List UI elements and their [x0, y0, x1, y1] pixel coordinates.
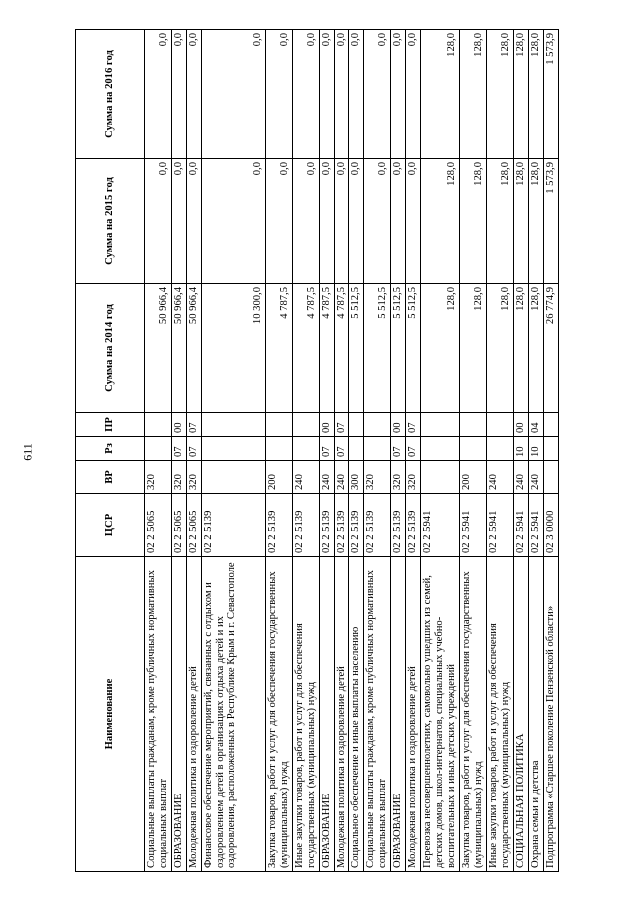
cell-sum-2015: 1 573,9 [543, 159, 558, 284]
cell-vr: 320 [172, 461, 187, 494]
cell-rz [460, 437, 487, 461]
cell-csr: 02 2 5941 [514, 494, 529, 557]
header-row [76, 30, 145, 872]
cell-sum-2016: 128,0 [514, 30, 529, 159]
cell-csr: 02 2 5941 [421, 494, 460, 557]
cell-sum-2016: 128,0 [487, 30, 514, 159]
cell-csr: 02 2 5941 [487, 494, 514, 557]
cell-rz [543, 437, 558, 461]
cell-csr: 02 2 5065 [145, 494, 172, 557]
cell-csr: 02 2 5139 [349, 494, 364, 557]
cell-sum-2016: 128,0 [421, 30, 460, 159]
cell-sum-2015: 0,0 [364, 159, 391, 284]
cell-sum-2016: 0,0 [145, 30, 172, 159]
table-row [201, 30, 265, 872]
cell-pr: 07 [334, 413, 349, 437]
cell-pr: 07 [406, 413, 421, 437]
cell-sum-2015: 128,0 [528, 159, 543, 284]
cell-vr: 240 [528, 461, 543, 494]
cell-name: Иные закупки товаров, работ и услуг для обеспечения государственных (муниципальных) нужд [292, 557, 319, 872]
table-row [391, 30, 406, 872]
table-row [514, 30, 529, 872]
cell-name: Закупка товаров, работ и услуг для обеспечения государственных (муниципальных) нужд [460, 557, 487, 872]
cell-sum-2016: 128,0 [460, 30, 487, 159]
cell-pr [145, 413, 172, 437]
cell-vr: 320 [145, 461, 172, 494]
table-row [487, 30, 514, 872]
cell-rz [349, 437, 364, 461]
cell-sum-2014: 5 512,5 [406, 284, 421, 413]
cell-rz [487, 437, 514, 461]
cell-sum-2015: 0,0 [349, 159, 364, 284]
cell-sum-2015: 128,0 [421, 159, 460, 284]
header-sum-2015: Сумма на 2015 год [76, 159, 145, 284]
cell-pr [487, 413, 514, 437]
cell-pr [460, 413, 487, 437]
cell-sum-2015: 0,0 [172, 159, 187, 284]
cell-vr: 240 [334, 461, 349, 494]
cell-sum-2014: 5 512,5 [364, 284, 391, 413]
cell-sum-2016: 128,0 [528, 30, 543, 159]
cell-vr: 320 [186, 461, 201, 494]
cell-sum-2014: 10 300,0 [201, 284, 265, 413]
cell-csr: 02 2 5941 [528, 494, 543, 557]
cell-sum-2015: 0,0 [406, 159, 421, 284]
cell-sum-2015: 0,0 [391, 159, 406, 284]
cell-rz: 07 [334, 437, 349, 461]
cell-sum-2016: 0,0 [201, 30, 265, 159]
cell-vr: 240 [292, 461, 319, 494]
cell-pr: 00 [319, 413, 334, 437]
cell-name: Финансовое обеспечение мероприятий, связанных с отдыхом и оздоровлением детей в организациях отдыха детей и их оздоровления, расположенных в Республике Крым и г. Севастополе [201, 557, 265, 872]
table-row [460, 30, 487, 872]
cell-sum-2014: 128,0 [421, 284, 460, 413]
cell-sum-2014: 50 966,4 [186, 284, 201, 413]
table-row [528, 30, 543, 872]
cell-pr: 00 [172, 413, 187, 437]
cell-sum-2015: 0,0 [334, 159, 349, 284]
cell-name: Социальные выплаты гражданам, кроме публичных нормативных социальных выплат [145, 557, 172, 872]
cell-sum-2014: 5 512,5 [391, 284, 406, 413]
cell-sum-2015: 128,0 [460, 159, 487, 284]
cell-rz [364, 437, 391, 461]
cell-pr: 07 [186, 413, 201, 437]
cell-vr: 300 [349, 461, 364, 494]
cell-name: СОЦИАЛЬНАЯ ПОЛИТИКА [514, 557, 529, 872]
cell-sum-2014: 4 787,5 [265, 284, 292, 413]
cell-pr [421, 413, 460, 437]
header-pr: ПР [76, 413, 145, 437]
header-sum-2014: Сумма на 2014 год [76, 284, 145, 413]
cell-pr [265, 413, 292, 437]
cell-sum-2014: 4 787,5 [334, 284, 349, 413]
cell-sum-2014: 128,0 [528, 284, 543, 413]
cell-rz: 07 [391, 437, 406, 461]
cell-vr: 240 [514, 461, 529, 494]
cell-rz [265, 437, 292, 461]
cell-pr: 04 [528, 413, 543, 437]
cell-name: Перевозка несовершеннолетних, самовольно ушедших из семей, детских домов, школ-интернатов, специальных учебно-воспитательных и иных детских учреждений [421, 557, 460, 872]
table-row [265, 30, 292, 872]
cell-vr: 200 [460, 461, 487, 494]
cell-rz: 10 [528, 437, 543, 461]
cell-vr: 240 [487, 461, 514, 494]
cell-sum-2016: 0,0 [292, 30, 319, 159]
cell-name: Молодежная политика и оздоровление детей [406, 557, 421, 872]
header-sum-2016: Сумма на 2016 год [76, 30, 145, 159]
cell-sum-2016: 0,0 [349, 30, 364, 159]
cell-rz [292, 437, 319, 461]
cell-csr: 02 2 5139 [334, 494, 349, 557]
cell-name: ОБРАЗОВАНИЕ [391, 557, 406, 872]
table-row [145, 30, 172, 872]
cell-sum-2014: 50 966,4 [172, 284, 187, 413]
budget-table [75, 29, 559, 872]
cell-vr: 320 [406, 461, 421, 494]
cell-sum-2015: 0,0 [319, 159, 334, 284]
cell-rz: 07 [186, 437, 201, 461]
cell-vr: 200 [265, 461, 292, 494]
cell-vr: 320 [391, 461, 406, 494]
cell-csr: 02 2 5139 [391, 494, 406, 557]
cell-name: Молодежная политика и оздоровление детей [186, 557, 201, 872]
cell-sum-2016: 0,0 [391, 30, 406, 159]
cell-sum-2015: 0,0 [265, 159, 292, 284]
cell-csr: 02 2 5139 [364, 494, 391, 557]
cell-pr [364, 413, 391, 437]
table-row [421, 30, 460, 872]
cell-sum-2016: 0,0 [172, 30, 187, 159]
table-row [406, 30, 421, 872]
cell-csr: 02 2 5139 [265, 494, 292, 557]
cell-sum-2014: 128,0 [487, 284, 514, 413]
cell-sum-2014: 50 966,4 [145, 284, 172, 413]
cell-name: Закупка товаров, работ и услуг для обеспечения государственных (муниципальных) нужд [265, 557, 292, 872]
cell-name: ОБРАЗОВАНИЕ [319, 557, 334, 872]
cell-pr: 00 [514, 413, 529, 437]
cell-vr [421, 461, 460, 494]
header-csr: ЦСР [76, 494, 145, 557]
cell-pr: 00 [391, 413, 406, 437]
cell-csr: 02 2 5065 [186, 494, 201, 557]
cell-sum-2014: 4 787,5 [292, 284, 319, 413]
table-row [292, 30, 319, 872]
cell-csr: 02 2 5139 [201, 494, 265, 557]
cell-pr [543, 413, 558, 437]
cell-sum-2016: 0,0 [265, 30, 292, 159]
cell-sum-2016: 0,0 [319, 30, 334, 159]
cell-name: Молодежная политика и оздоровление детей [334, 557, 349, 872]
cell-name: Охрана семьи и детства [528, 557, 543, 872]
cell-sum-2015: 0,0 [186, 159, 201, 284]
cell-sum-2016: 0,0 [364, 30, 391, 159]
table-row [364, 30, 391, 872]
cell-sum-2015: 0,0 [145, 159, 172, 284]
header-name: Наименование [76, 557, 145, 872]
cell-sum-2016: 0,0 [186, 30, 201, 159]
cell-pr [201, 413, 265, 437]
table-row [334, 30, 349, 872]
header-rz: Рз [76, 437, 145, 461]
cell-pr [349, 413, 364, 437]
cell-rz [201, 437, 265, 461]
cell-csr: 02 2 5139 [406, 494, 421, 557]
cell-sum-2015: 0,0 [201, 159, 265, 284]
cell-csr: 02 2 5139 [319, 494, 334, 557]
cell-csr: 02 2 5941 [460, 494, 487, 557]
cell-sum-2014: 4 787,5 [319, 284, 334, 413]
cell-name: Подпрограмма «Старшее поколение Пензенской области» [543, 557, 558, 872]
cell-rz [421, 437, 460, 461]
cell-name: ОБРАЗОВАНИЕ [172, 557, 187, 872]
cell-sum-2016: 0,0 [406, 30, 421, 159]
cell-rz: 07 [319, 437, 334, 461]
cell-sum-2014: 128,0 [460, 284, 487, 413]
cell-csr: 02 2 5065 [172, 494, 187, 557]
cell-vr: 240 [319, 461, 334, 494]
cell-sum-2016: 0,0 [334, 30, 349, 159]
table-row [186, 30, 201, 872]
cell-rz: 07 [172, 437, 187, 461]
cell-rz [145, 437, 172, 461]
cell-sum-2016: 1 573,9 [543, 30, 558, 159]
cell-name: Социальное обеспечение и иные выплаты населению [349, 557, 364, 872]
cell-vr [201, 461, 265, 494]
cell-sum-2015: 128,0 [487, 159, 514, 284]
table-row [319, 30, 334, 872]
budget-table-container [75, 30, 555, 872]
table-row [349, 30, 364, 872]
table-row [543, 30, 558, 872]
page-number: 611 [20, 443, 35, 461]
cell-csr: 02 2 5139 [292, 494, 319, 557]
cell-name: Иные закупки товаров, работ и услуг для обеспечения государственных (муниципальных) нужд [487, 557, 514, 872]
cell-name: Социальные выплаты гражданам, кроме публичных нормативных социальных выплат [364, 557, 391, 872]
cell-pr [292, 413, 319, 437]
cell-csr: 02 3 0000 [543, 494, 558, 557]
cell-sum-2014: 26 774,9 [543, 284, 558, 413]
cell-sum-2015: 128,0 [514, 159, 529, 284]
table-row [172, 30, 187, 872]
cell-vr [543, 461, 558, 494]
cell-sum-2015: 0,0 [292, 159, 319, 284]
cell-sum-2014: 5 512,5 [349, 284, 364, 413]
cell-rz: 10 [514, 437, 529, 461]
cell-vr: 320 [364, 461, 391, 494]
cell-sum-2014: 128,0 [514, 284, 529, 413]
header-vr: ВР [76, 461, 145, 494]
cell-rz: 07 [406, 437, 421, 461]
